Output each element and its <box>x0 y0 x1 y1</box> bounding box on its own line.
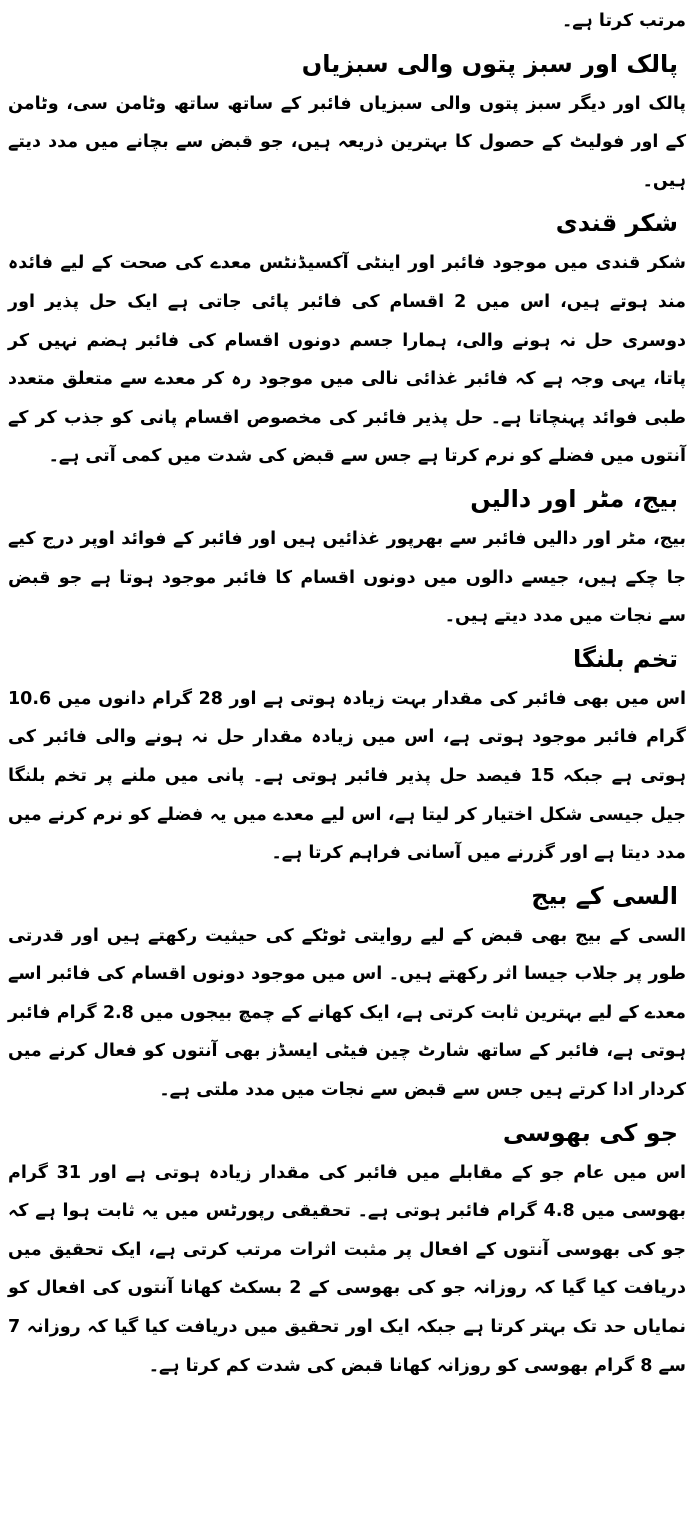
paragraph-spinach-greens: پالک اور دیگر سبز پتوں والی سبزیاں فائبر کے ساتھ ساتھ وٹامن سی، وٹامن کے اور فولیٹ کے حصول کا بہترین ذریعہ ہیں، جو قبض سے بچانے میں مدد دیتے ہیں۔ <box>8 93 686 191</box>
paragraph-seeds-peas-lentils: بیج، مٹر اور دالیں فائبر سے بھرپور غذائیں ہیں اور فائبر کے فوائد اوپر درج کیے جا چکے ہیں، جیسے دالوں میں دونوں اقسام کا فائبر موجود ہوتا ہے جو قبض سے نجات میں مدد دیتے ہیں۔ <box>8 528 686 627</box>
heading-spinach-greens: پالک اور سبز پتوں والی سبزیاں <box>301 49 678 78</box>
paragraph-oat-bran: اس میں عام جو کے مقابلے میں فائبر کی مقدار زیادہ ہوتی ہے اور 31 گرام بھوسی میں 4.8 گرام فائبر ہوتی ہے۔ تحقیقی رپورٹس میں یہ ثابت ہوا ہے کہ جو کی بھوسی آنتوں کے افعال پر مثبت اثرات مرتب کرتی ہے، ایک تحقیق میں دریافت کیا گیا کہ روزانہ جو کی بھوسی کے 2 بسکٹ کھانا آنتوں کی افعال کو نمایاں حد تک بہتر کرتا ہے جبکہ ایک اور تحقیق میں دریافت کیا گیا کہ روزانہ 7 سے 8 گرام بھوسی کو روزانہ کھانا قبض کی شدت کم کرتا ہے۔ <box>8 1162 687 1376</box>
heading-basil-seeds: تخم بلنگا <box>572 644 678 673</box>
paragraph-sweet-potato: شکر قندی میں موجود فائبر اور اینٹی آکسیڈنٹس معدے کی صحت کے لیے فائدہ مند ہوتے ہیں، اس میں 2 اقسام کی فائبر پائی جاتی ہے ایک حل پذیر اور دوسری حل نہ ہونے والی، ہمارا جسم دونوں اقسام کی فائبر ہضم نہیں کر پاتا، یہی وجہ ہے کہ فائبر غذائی نالی میں موجود رہ کر معدے سے متعلق متعدد طبی فوائد پہنچاتا ہے۔ حل پذیر فائبر کی مخصوص اقسام پانی کو جذب کر کے آنتوں میں فضلے کو نرم کرتا ہے جس سے قبض کی شدت میں کمی آتی ہے۔ <box>8 253 686 467</box>
lead-text: مرتب کرتا ہے۔ <box>562 11 686 31</box>
paragraph-basil-seeds: اس میں بھی فائبر کی مقدار بہت زیادہ ہوتی ہے اور 28 گرام دانوں میں 10.6 گرام فائبر موجود ہوتی ہے، اس میں زیادہ مقدار حل نہ ہونے والی فائبر کی ہوتی ہے جبکہ 15 فیصد حل پذیر فائبر ہوتی ہے۔ پانی میں ملنے پر تخم بلنگا جیل جیسی شکل اختیار کر لیتا ہے، اس لیے معدے میں یہ فضلے کو نرم کرنے میں مدد دیتا ہے اور گزرنے میں آسانی فراہم کرتا ہے۔ <box>8 688 686 864</box>
paragraph-flax-seeds: السی کے بیج بھی قبض کے لیے روایتی ٹوٹکے کی حیثیت رکھتے ہیں اور قدرتی طور پر جلاب جیسا اثر رکھتے ہیں۔ اس میں موجود دونوں اقسام کی فائبر اسے معدے کے لیے بہترین ثابت کرتی ہے، ایک کھانے کے چمچ بیجوں میں 2.8 گرام فائبر ہوتی ہے، فائبر کے ساتھ شارٹ چین فیٹی ایسڈز بھی آنتوں کو فعال کرنے میں کردار ادا کرتے ہیں جس سے قبض سے نجات میں مدد ملتی ہے۔ <box>8 925 686 1101</box>
heading-flax-seeds: السی کے بیج <box>531 881 678 910</box>
heading-oat-bran: جو کی بھوسی <box>502 1118 678 1147</box>
heading-seeds-peas-lentils: بیج، مٹر اور دالیں <box>470 484 678 513</box>
heading-sweet-potato: شکر قندی <box>555 209 678 238</box>
